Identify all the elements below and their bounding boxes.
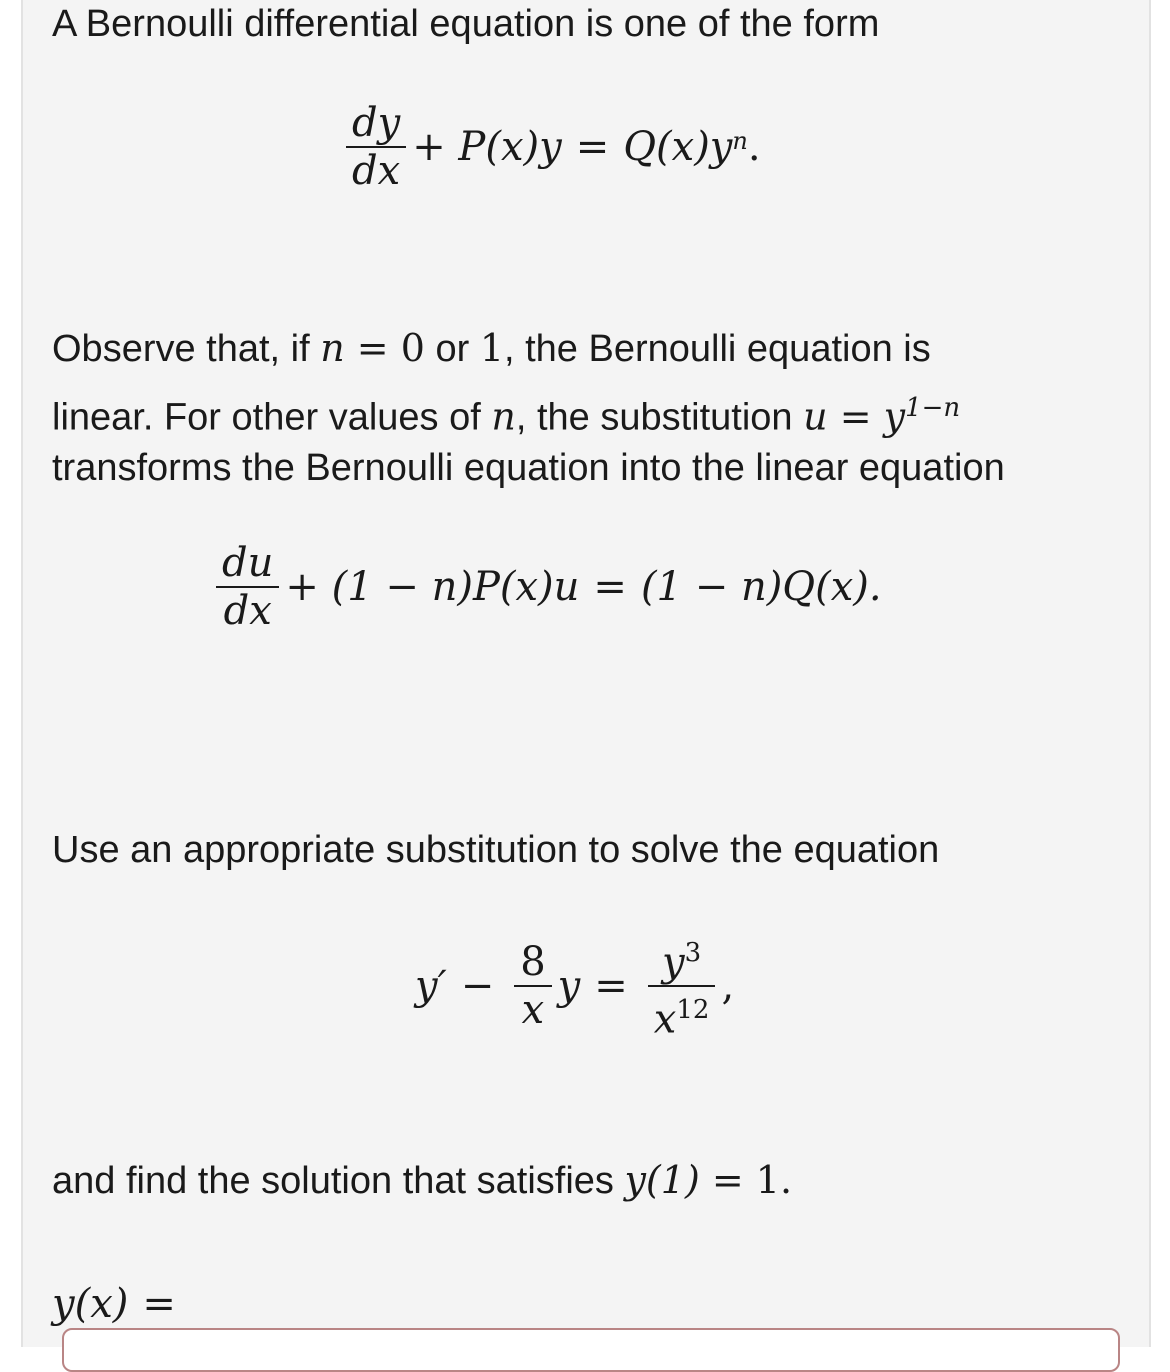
text-segment: or (424, 328, 480, 370)
text-segment: , the substitution (515, 396, 804, 439)
variable-u: u (803, 394, 828, 439)
text-segment: , the Bernoulli equation is (504, 328, 931, 370)
period: . (779, 1158, 793, 1202)
period: . (747, 124, 761, 170)
fraction-denominator (648, 987, 716, 1042)
equals-sign: = (593, 564, 627, 610)
use-text: Use an appropriate substitution to solve the equation (52, 829, 940, 871)
equation-right-term: Q(x)y (623, 124, 733, 170)
question-panel (21, 0, 1151, 1347)
answer-function: y(x) (52, 1281, 129, 1327)
equals-sign: = (344, 326, 401, 370)
answer-label (52, 1274, 176, 1334)
fraction-denominator: x (521, 987, 545, 1034)
linear-equation (210, 540, 882, 634)
exponent: n (732, 127, 748, 155)
fraction-denominator: dx (352, 148, 401, 194)
equals-sign: = (594, 963, 628, 1010)
text-segment: linear. For other values of (52, 396, 492, 439)
fraction-numerator: dy (352, 100, 401, 146)
equals-sign: = (575, 124, 610, 170)
variable-n: n (320, 326, 345, 370)
variable-y: y (557, 963, 581, 1010)
fraction-numerator: du (222, 540, 274, 586)
equals-sign: = (699, 1158, 756, 1202)
eight-over-x-fraction (514, 939, 551, 1033)
y3-over-x12-fraction (648, 930, 716, 1043)
equation-left-term: + P(x)y (412, 124, 562, 170)
variable-y: y (883, 394, 906, 439)
answer-input[interactable] (62, 1328, 1120, 1372)
y-prime: y′ (415, 963, 447, 1010)
given-equation (415, 930, 734, 1043)
equation-left-term: + (1 − n)P(x)u (285, 564, 580, 610)
variable-y: y (662, 939, 685, 986)
variable-x: x (653, 996, 677, 1043)
condition-value: 1 (755, 1158, 780, 1202)
exponent: 12 (676, 995, 710, 1026)
text-segment: and find the solution that satisfies (52, 1160, 625, 1202)
initial-condition: y(1) (624, 1158, 700, 1202)
exponent: 1−n (905, 393, 961, 423)
text-segment: Observe that, if (52, 328, 321, 370)
equation-right-term: (1 − n)Q(x). (640, 564, 882, 610)
bernoulli-equation (340, 100, 761, 194)
fraction-denominator: dx (223, 588, 272, 634)
observe-line-3: transforms the Bernoulli equation into the linear equation (52, 447, 1005, 489)
dy-dx-fraction (346, 100, 406, 194)
observe-line-1 (52, 318, 931, 379)
value-zero: 0 (400, 326, 425, 370)
variable-n: n (491, 394, 516, 439)
equals-sign: = (142, 1281, 176, 1327)
intro-text: A Bernoulli differential equation is one of the form (52, 3, 880, 45)
minus-sign: − (460, 963, 495, 1010)
du-dx-fraction (216, 540, 279, 634)
fraction-numerator: 8 (520, 939, 546, 986)
equals-sign: = (827, 394, 884, 439)
exponent: 3 (684, 938, 702, 968)
value-one: 1 (479, 326, 504, 370)
find-text (52, 1150, 792, 1211)
comma: , (721, 963, 735, 1010)
fraction-numerator (656, 930, 707, 985)
